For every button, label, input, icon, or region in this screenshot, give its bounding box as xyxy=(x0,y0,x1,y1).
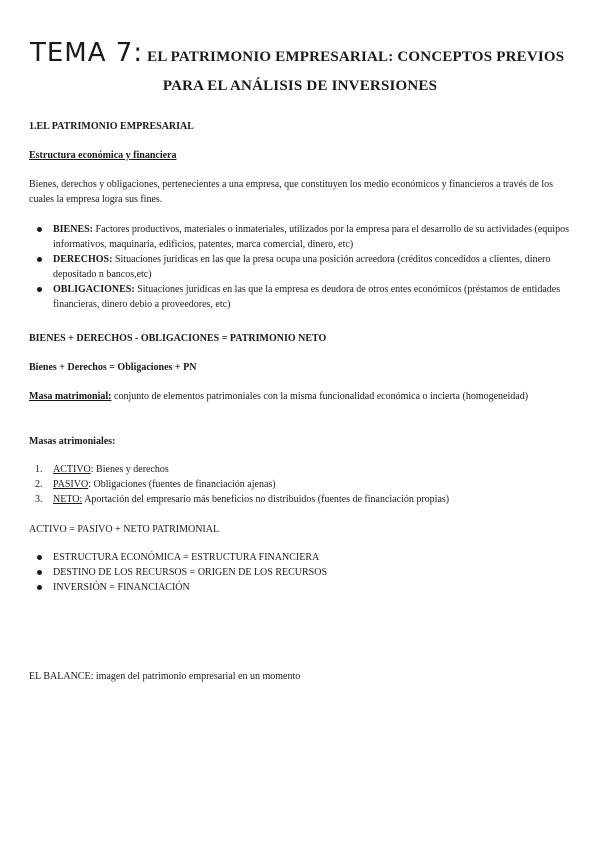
bullet-icon xyxy=(37,227,42,232)
list-item: 1. ACTIVO: Bienes y derechos xyxy=(35,464,169,475)
equivalence-bullet-list xyxy=(29,550,574,595)
masa-definition: Masa matrimonial: conjunto de elementos patrimoniales con la misma funcionalidad económica o incierta (homogeneidad) xyxy=(29,391,529,402)
formula-1: BIENES + DERECHOS - OBLIGACIONES = PATRIMONIO NETO xyxy=(29,333,327,344)
masas-numbered-list xyxy=(29,462,574,507)
title-text-1: EL PATRIMONIO EMPRESARIAL: CONCEPTOS PREVIOS xyxy=(147,49,565,65)
title-text-2: PARA EL ANÁLISIS DE INVERSIONES xyxy=(162,78,438,94)
masas-heading: Masas atrimoniales: xyxy=(29,436,116,447)
list-item: OBLIGACIONES: Situaciones jurídicas en las que la empresa es deudora de otros entes económicos (préstamos de entidades financieras, dinero debio a proveedores, etc) xyxy=(29,282,574,312)
formula-3: ACTIVO = PASIVO + NETO PATRIMONIAL xyxy=(29,524,220,535)
section-heading: 1.EL PATRIMONIO EMPRESARIAL xyxy=(29,121,194,132)
formula-2: Bienes + Derechos = Obligaciones + PN xyxy=(29,362,197,373)
balance-definition: EL BALANCE: imagen del patrimonio empresarial en un momento xyxy=(29,671,301,682)
bullet-icon xyxy=(37,555,42,560)
list-item: INVERSIÓN = FINANCIACIÓN xyxy=(29,580,574,595)
assets-bullet-list xyxy=(29,222,574,312)
intro-paragraph: Bienes, derechos y obligaciones, pertenecientes a una empresa, que constituyen los medio económicos y financieros a través de los cuales la empresa logra sus fines. xyxy=(29,179,553,205)
list-item: BIENES: Factores productivos, materiales o inmateriales, utilizados por la empresa para el desarrollo de su actividades (equipos informativos, maquinaria, edificios, patentes, marca comercial, dinero, etc) xyxy=(29,222,574,252)
bullet-icon xyxy=(37,257,42,262)
list-item: DERECHOS: Situaciones jurídicas en las que la presa ocupa una posición acreedora (créditos concedidos a clientes, dinero depositado n bancos,etc) xyxy=(29,252,574,282)
title-line-1 xyxy=(30,38,575,68)
bullet-icon xyxy=(37,570,42,575)
list-item: ESTRUCTURA ECONÓMICA = ESTRUCTURA FINANCIERA xyxy=(29,550,574,565)
list-item: 2. PASIVO: Obligaciones (fuentes de financiación ajenas) xyxy=(35,479,276,490)
bullet-icon xyxy=(37,287,42,292)
tema-label: TEMA 7: xyxy=(30,38,144,68)
bullet-icon xyxy=(37,585,42,590)
list-item: 3. NETO: Aportación del empresario más beneficios no distribuidos (fuentes de financiación propias) xyxy=(35,494,450,505)
subheading: Estructura económica y financiera xyxy=(29,150,177,161)
list-item: DESTINO DE LOS RECURSOS = ORIGEN DE LOS RECURSOS xyxy=(29,565,574,580)
